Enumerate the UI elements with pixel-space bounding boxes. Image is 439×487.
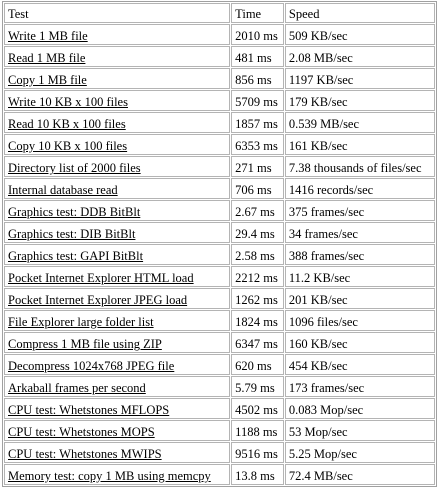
test-link[interactable]: Graphics test: DIB BitBlt: [8, 227, 136, 241]
time-cell: 29.4 ms: [231, 222, 284, 243]
test-cell: [4, 200, 230, 221]
time-cell: 481 ms: [231, 46, 284, 67]
test-link[interactable]: Write 10 KB x 100 files: [8, 95, 128, 109]
time-cell: 6353 ms: [231, 134, 284, 155]
test-link[interactable]: Memory test: copy 1 MB using memcpy: [8, 469, 211, 483]
table-row: [4, 398, 435, 419]
test-link[interactable]: CPU test: Whetstones MFLOPS: [8, 403, 170, 417]
test-cell: [4, 112, 230, 133]
test-cell: [4, 178, 230, 199]
table-row: [4, 266, 435, 287]
time-cell: 2.58 ms: [231, 244, 284, 265]
test-link[interactable]: Copy 10 KB x 100 files: [8, 139, 128, 153]
speed-cell: 509 KB/sec: [285, 24, 435, 45]
header-speed: Speed: [285, 3, 435, 23]
table-row: [4, 376, 435, 397]
time-cell: 9516 ms: [231, 442, 284, 463]
speed-cell: 0.539 MB/sec: [285, 112, 435, 133]
test-link[interactable]: Internal database read: [8, 183, 118, 197]
test-cell: [4, 376, 230, 397]
time-cell: 5709 ms: [231, 90, 284, 111]
test-cell: [4, 24, 230, 45]
time-cell: 1824 ms: [231, 310, 284, 331]
benchmark-table: [2, 1, 437, 487]
time-cell: 1857 ms: [231, 112, 284, 133]
test-link[interactable]: Pocket Internet Explorer HTML load: [8, 271, 194, 285]
table-row: [4, 156, 435, 177]
test-cell: [4, 288, 230, 309]
time-cell: 856 ms: [231, 68, 284, 89]
test-cell: [4, 46, 230, 67]
speed-cell: 1416 records/sec: [285, 178, 435, 199]
test-cell: [4, 310, 230, 331]
speed-cell: 173 frames/sec: [285, 376, 435, 397]
time-cell: 2.67 ms: [231, 200, 284, 221]
speed-cell: 7.38 thousands of files/sec: [285, 156, 435, 177]
time-cell: 2212 ms: [231, 266, 284, 287]
table-row: [4, 112, 435, 133]
table-row: [4, 46, 435, 67]
speed-cell: 388 frames/sec: [285, 244, 435, 265]
test-link[interactable]: CPU test: Whetstones MOPS: [8, 425, 155, 439]
test-link[interactable]: Decompress 1024x768 JPEG file: [8, 359, 175, 373]
test-cell: [4, 266, 230, 287]
test-cell: [4, 68, 230, 89]
test-cell: [4, 398, 230, 419]
time-cell: 706 ms: [231, 178, 284, 199]
speed-cell: 161 KB/sec: [285, 134, 435, 155]
time-cell: 6347 ms: [231, 332, 284, 353]
test-link[interactable]: Read 1 MB file: [8, 51, 86, 65]
table-row: [4, 200, 435, 221]
test-link[interactable]: CPU test: Whetstones MWIPS: [8, 447, 162, 461]
table-row: [4, 244, 435, 265]
table-row: [4, 464, 435, 485]
table-row: [4, 68, 435, 89]
test-link[interactable]: Compress 1 MB file using ZIP: [8, 337, 162, 351]
table-row: [4, 332, 435, 353]
time-cell: 271 ms: [231, 156, 284, 177]
speed-cell: 160 KB/sec: [285, 332, 435, 353]
test-link[interactable]: Graphics test: DDB BitBlt: [8, 205, 141, 219]
test-link[interactable]: Read 10 KB x 100 files: [8, 117, 126, 131]
speed-cell: 1197 KB/sec: [285, 68, 435, 89]
speed-cell: 72.4 MB/sec: [285, 464, 435, 485]
time-cell: 4502 ms: [231, 398, 284, 419]
speed-cell: 454 KB/sec: [285, 354, 435, 375]
test-cell: [4, 134, 230, 155]
table-header-row: [4, 3, 435, 23]
table-row: [4, 288, 435, 309]
table-row: [4, 90, 435, 111]
speed-cell: 179 KB/sec: [285, 90, 435, 111]
speed-cell: 2.08 MB/sec: [285, 46, 435, 67]
speed-cell: 0.083 Mop/sec: [285, 398, 435, 419]
test-cell: [4, 420, 230, 441]
test-cell: [4, 332, 230, 353]
test-cell: [4, 156, 230, 177]
header-test: Test: [4, 3, 230, 23]
header-time: Time: [231, 3, 284, 23]
table-row: [4, 442, 435, 463]
test-link[interactable]: Directory list of 2000 files: [8, 161, 141, 175]
test-cell: [4, 90, 230, 111]
test-link[interactable]: File Explorer large folder list: [8, 315, 154, 329]
time-cell: 1262 ms: [231, 288, 284, 309]
speed-cell: 375 frames/sec: [285, 200, 435, 221]
time-cell: 5.79 ms: [231, 376, 284, 397]
test-cell: [4, 222, 230, 243]
time-cell: 2010 ms: [231, 24, 284, 45]
table-row: [4, 24, 435, 45]
speed-cell: 1096 files/sec: [285, 310, 435, 331]
test-link[interactable]: Graphics test: GAPI BitBlt: [8, 249, 144, 263]
table-row: [4, 134, 435, 155]
test-link[interactable]: Write 1 MB file: [8, 29, 88, 43]
table-row: [4, 222, 435, 243]
test-link[interactable]: Copy 1 MB file: [8, 73, 87, 87]
speed-cell: 11.2 KB/sec: [285, 266, 435, 287]
table-row: [4, 310, 435, 331]
test-link[interactable]: Pocket Internet Explorer JPEG load: [8, 293, 188, 307]
test-cell: [4, 442, 230, 463]
time-cell: 620 ms: [231, 354, 284, 375]
speed-cell: 34 frames/sec: [285, 222, 435, 243]
table-row: [4, 420, 435, 441]
table-row: [4, 178, 435, 199]
test-cell: [4, 354, 230, 375]
speed-cell: 201 KB/sec: [285, 288, 435, 309]
test-cell: [4, 464, 230, 485]
table-body: [4, 24, 435, 485]
test-cell: [4, 244, 230, 265]
time-cell: 13.8 ms: [231, 464, 284, 485]
speed-cell: 5.25 Mop/sec: [285, 442, 435, 463]
test-link[interactable]: Arkaball frames per second: [8, 381, 146, 395]
time-cell: 1188 ms: [231, 420, 284, 441]
table-row: [4, 354, 435, 375]
speed-cell: 53 Mop/sec: [285, 420, 435, 441]
